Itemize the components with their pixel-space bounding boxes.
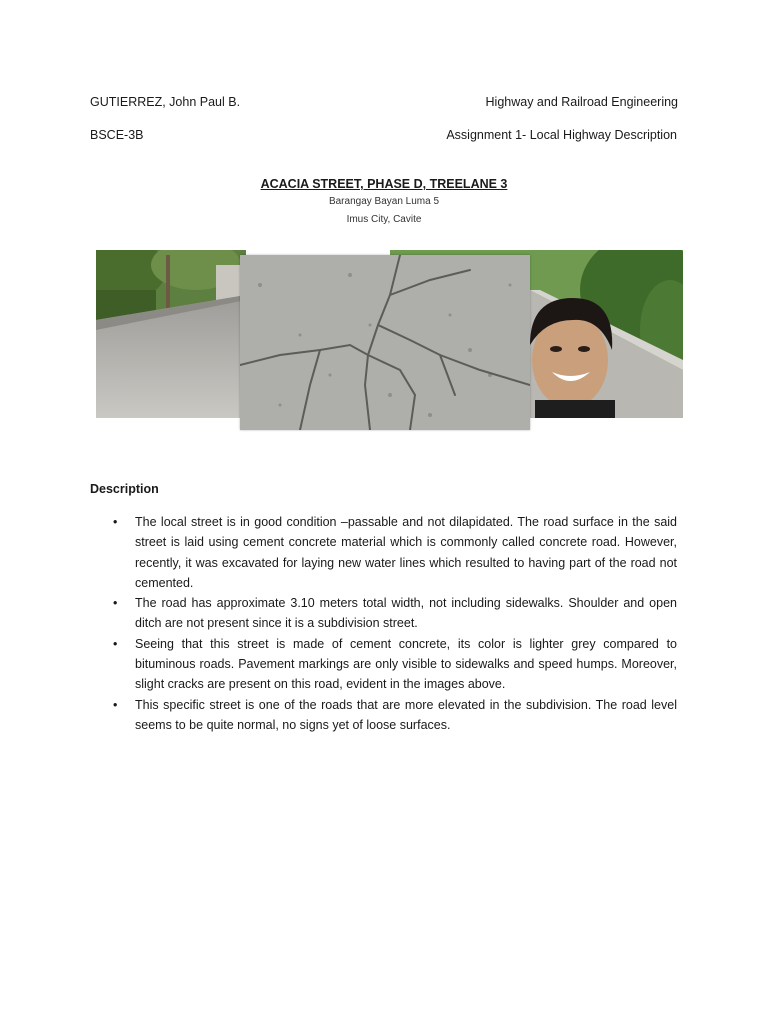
road-view-photo	[96, 250, 246, 418]
list-item: • The road has approximate 3.10 meters total width, not including sidewalks. Shoulder and open ditch are not present since it is a subdivision street.	[90, 593, 677, 634]
subtitle-city: Imus City, Cavite	[346, 214, 422, 225]
course-name: Highway and Railroad Engineering	[485, 95, 678, 109]
bullet-icon: •	[113, 596, 118, 611]
description-list	[90, 512, 677, 735]
author-name: GUTIERREZ, John Paul B.	[90, 95, 241, 109]
list-item: • The local street is in good condition –passable and not dilapidated. The road surface in the said street is laid using cement concrete material which is commonly called concrete road. However, recently, it was excavated for laying new water lines which resulted to having part of the road not cemented.	[90, 512, 677, 593]
description-heading: Description	[90, 482, 159, 496]
list-item: • This specific street is one of the roads that are more elevated in the subdivision. The road level seems to be quite normal, no signs yet of loose surfaces.	[90, 695, 677, 736]
bullet-icon: •	[113, 697, 118, 712]
assignment-label: Assignment 1- Local Highway Description	[446, 128, 677, 142]
subtitle-barangay: Barangay Bayan Luma 5	[328, 196, 440, 207]
bullet-icon: •	[113, 636, 118, 651]
document-title: ACACIA STREET, PHASE D, TREELANE 3	[260, 177, 508, 191]
list-item: • Seeing that this street is made of cement concrete, its color is lighter grey compared to bituminous roads. Pavement markings are only visible to sidewalks and speed humps. Moreover, slight cracks are present on this road, evident in the images above.	[90, 634, 677, 695]
bullet-icon: •	[113, 515, 118, 529]
section-label: BSCE-3B	[90, 128, 144, 142]
pavement-crack-photo	[240, 255, 530, 430]
